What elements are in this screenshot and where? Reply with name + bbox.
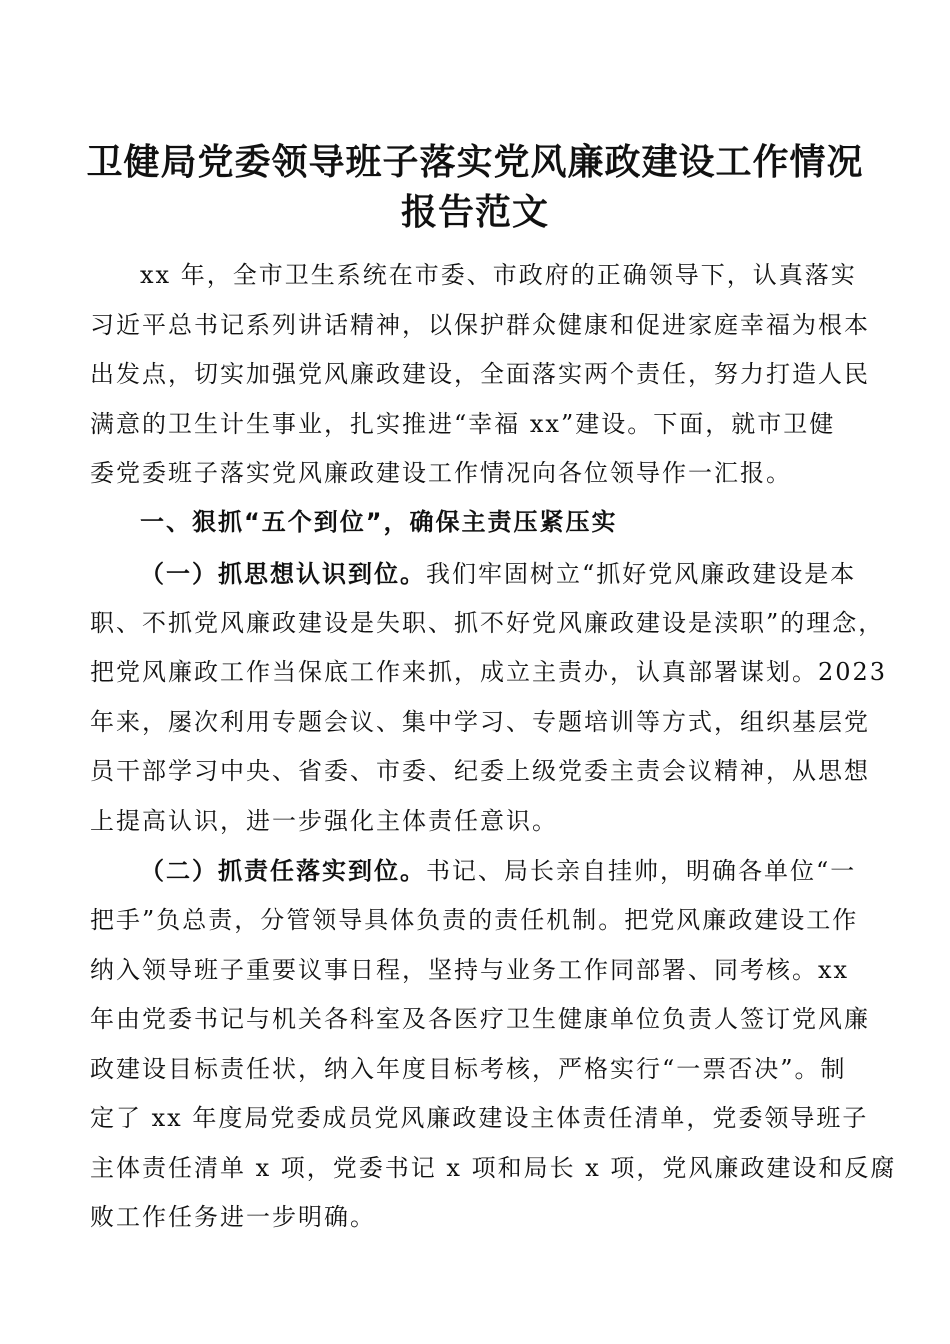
- sub-2-line-5: 政建设目标责任状，纳入年度目标考核，严格实行“一票否决”。制: [90, 1055, 847, 1083]
- intro-line-3: 出发点，切实加强党风廉政建设，全面落实两个责任，努力打造人民: [90, 360, 870, 388]
- sub-2-line-3: 纳入领导班子重要议事日程，坚持与业务工作同部署、同考核。xx: [90, 956, 850, 984]
- intro-line-1: xx 年，全市卫生系统在市委、市政府的正确领导下，认真落实: [140, 261, 857, 289]
- sub-1-line-5: 员干部学习中央、省委、市委、纪委上级党委主责会议精神，从思想: [90, 757, 870, 785]
- sub-1-heading: （一）抓思想认识到位。: [140, 560, 426, 588]
- sub-1-line-2: 职、不抓党风廉政建设是失职、抓不好党风廉政建设是渎职”的理念，: [90, 609, 885, 637]
- intro-line-5: 委党委班子落实党风廉政建设工作情况向各位领导作一汇报。: [90, 459, 792, 487]
- section-1-heading: 一、狠抓“五个到位”，确保主责压紧压实: [140, 508, 618, 536]
- document-title-line-1: 卫健局党委领导班子落实党风廉政建设工作情况: [86, 142, 864, 183]
- intro-line-4: 满意的卫生计生事业，扎实推进“幸福 xx”建设。下面，就市卫健: [90, 410, 836, 438]
- sub-2-line-6: 定了 xx 年度局党委成员党风廉政建设主体责任清单，党委领导班子: [90, 1104, 869, 1132]
- sub-2-first-line: [140, 854, 856, 888]
- sub-2-line-2: 把手”负总责，分管领导具体负责的责任机制。把党风廉政建设工作: [90, 906, 859, 934]
- sub-1-first-line: [140, 557, 856, 591]
- sub-2-line-8: 败工作任务进一步明确。: [90, 1203, 376, 1231]
- sub-1-line-4: 年来，屡次利用专题会议、集中学习、专题培训等方式，组织基层党: [90, 708, 870, 736]
- sub-2-heading: （二）抓责任落实到位。: [140, 857, 426, 885]
- sub-1-line-6: 上提高认识，进一步强化主体责任意识。: [90, 807, 558, 835]
- sub-2-line-4: 年由党委书记与机关各科室及各医疗卫生健康单位负责人签订党风廉: [90, 1005, 870, 1033]
- sub-1-line-3: 把党风廉政工作当保底工作来抓，成立主责办，认真部署谋划。2023: [90, 658, 888, 686]
- sub-1-first-line-text: 我们牢固树立“抓好党风廉政建设是本: [426, 560, 857, 588]
- sub-2-first-line-text: 书记、局长亲自挂帅，明确各单位“一: [426, 857, 857, 885]
- intro-line-2: 习近平总书记系列讲话精神，以保护群众健康和促进家庭幸福为根本: [90, 311, 870, 339]
- sub-2-line-7: 主体责任清单 x 项，党委书记 x 项和局长 x 项，党风廉政建设和反腐: [90, 1154, 897, 1182]
- document-title-line-2: 报告范文: [400, 192, 549, 233]
